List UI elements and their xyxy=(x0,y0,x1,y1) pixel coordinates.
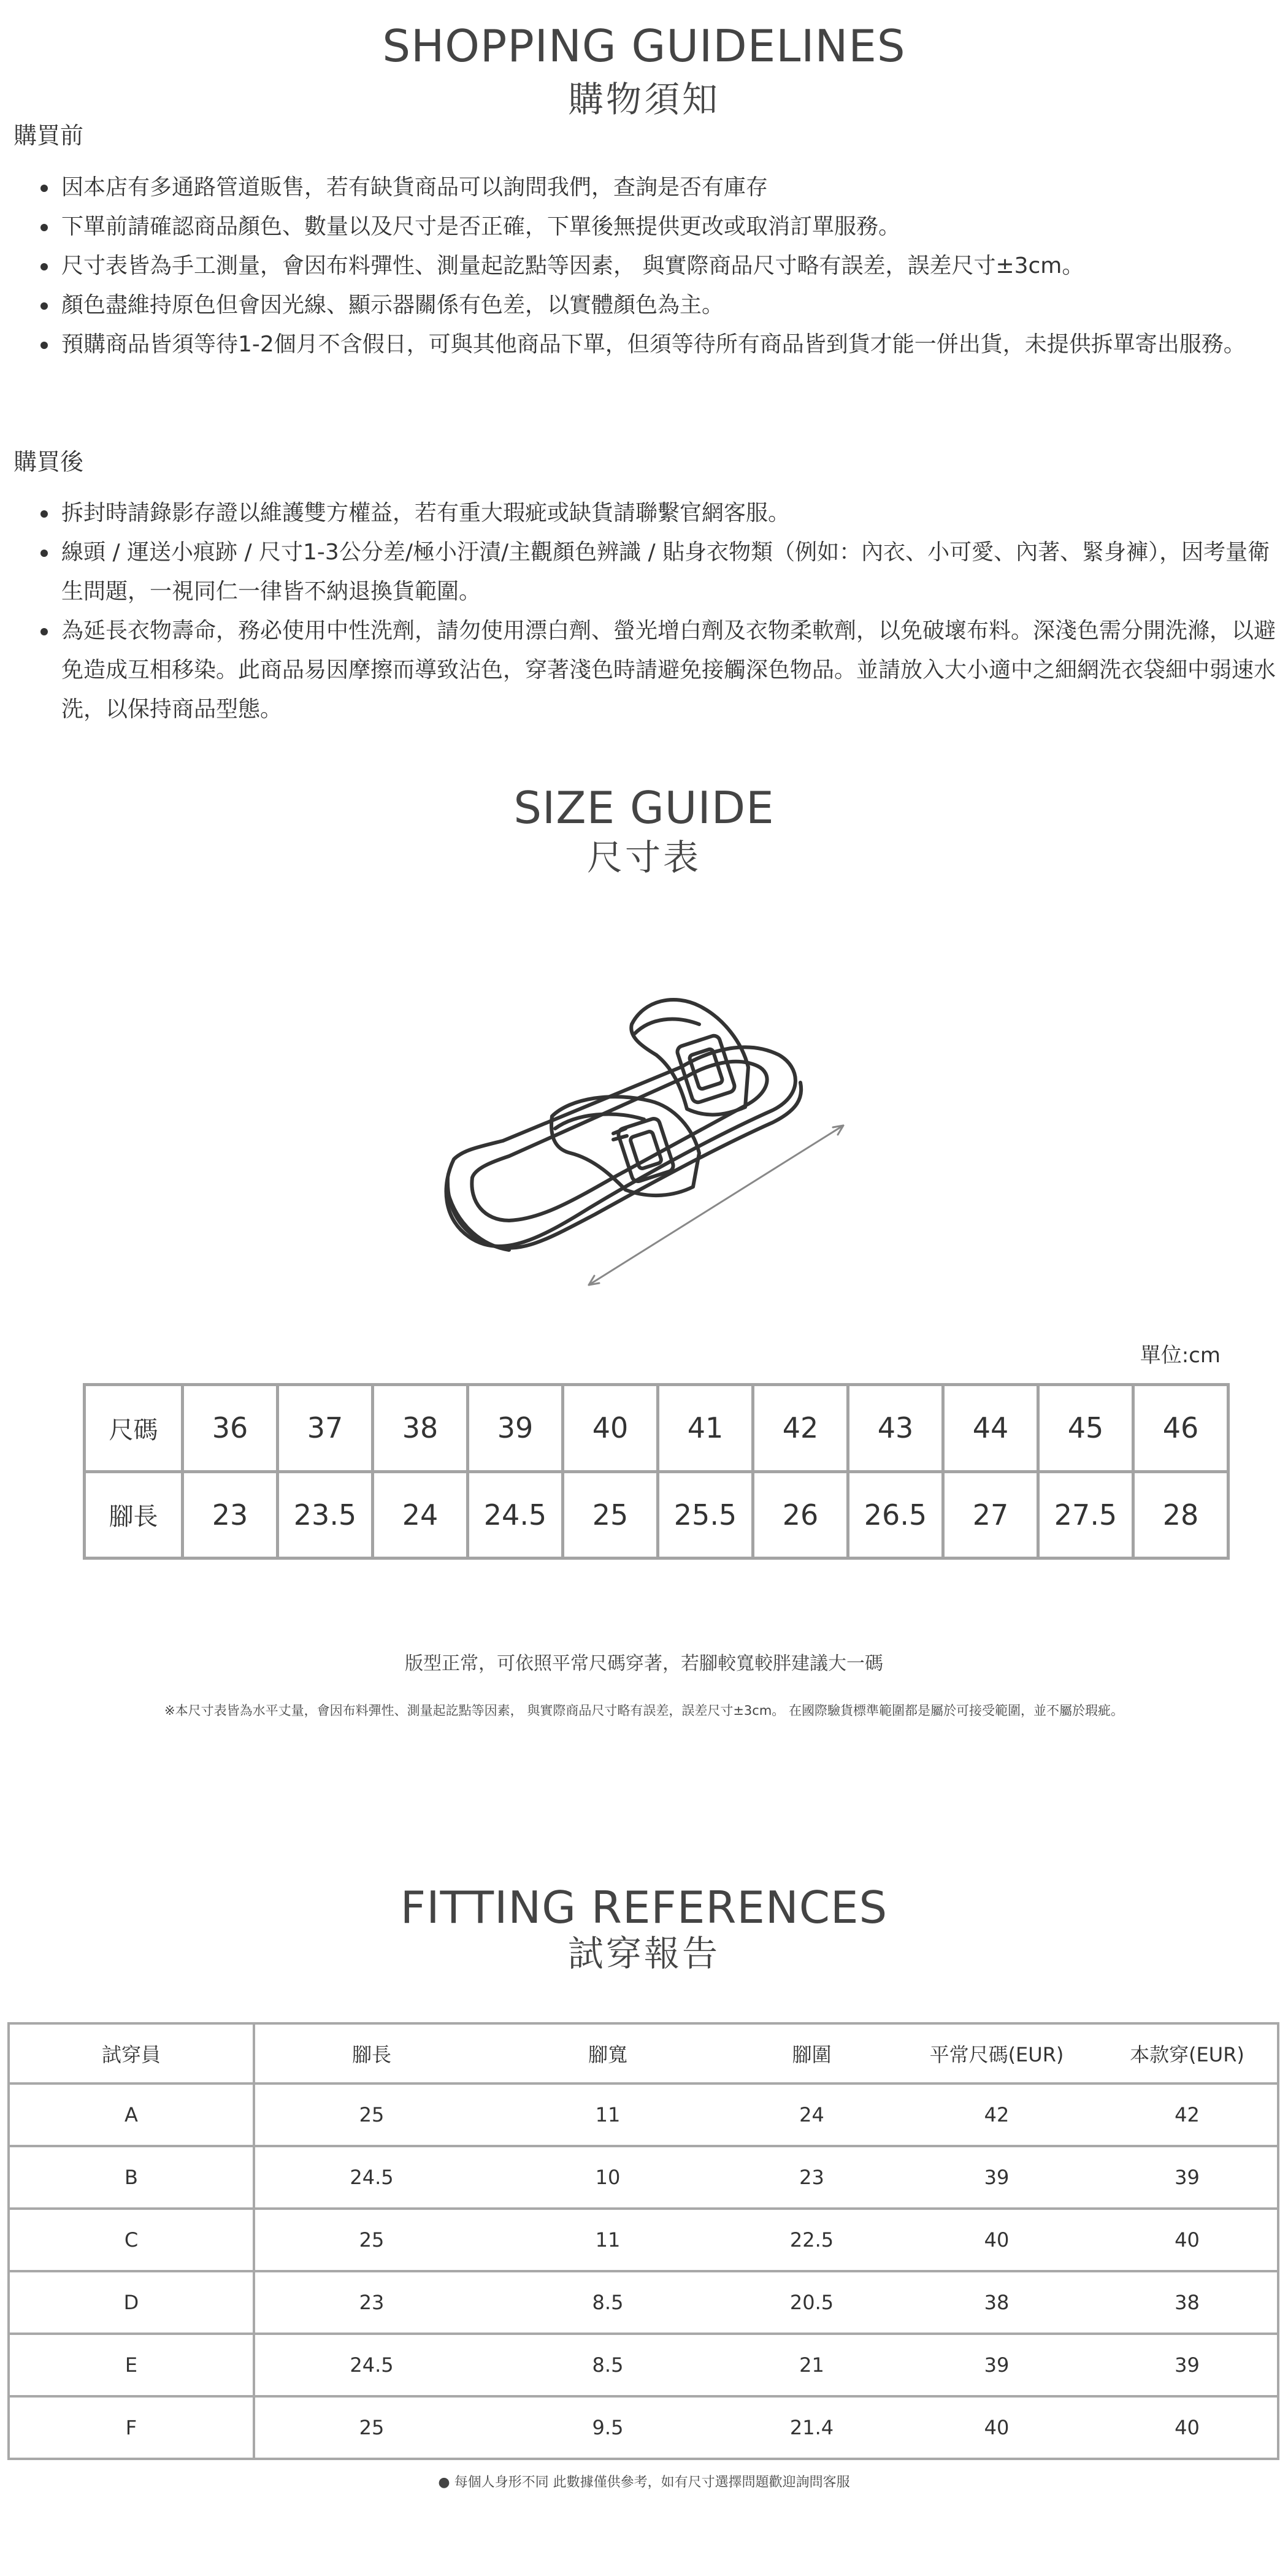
size-cell: 41 xyxy=(658,1385,753,1472)
size-cell: 38 xyxy=(373,1385,468,1472)
table-cell: D xyxy=(9,2271,254,2334)
table-cell: 40 xyxy=(896,2396,1097,2459)
size-cell: 36 xyxy=(183,1385,278,1472)
table-cell: 20.5 xyxy=(727,2271,896,2334)
fitting-title-zh: 試穿報告 xyxy=(567,1933,720,1974)
table-cell: 21.4 xyxy=(727,2396,896,2459)
size-guide-title-zh: 尺寸表 xyxy=(586,837,701,878)
list-item: 線頭 / 運送小痕跡 / 尺寸1-3公分差/極小汙漬/主觀顏色辨識 / 貼身衣物類（例如：內衣、小可愛、內著、緊身褲），因考量衛生問題，一視同仁一律皆不納退換貨範圍。 xyxy=(37,533,1276,611)
before-purchase-list xyxy=(37,168,1276,364)
length-cell: 26 xyxy=(753,1471,848,1558)
size-table xyxy=(83,1383,1230,1560)
table-cell: E xyxy=(9,2334,254,2396)
size-cell: 43 xyxy=(848,1385,943,1472)
size-unit-label: 單位:cm xyxy=(1140,1343,1221,1368)
table-cell: 38 xyxy=(896,2271,1097,2334)
length-cell: 24 xyxy=(373,1471,468,1558)
fitting-title-en: FITTING REFERENCES xyxy=(400,1882,888,1933)
table-cell: 8.5 xyxy=(488,2334,727,2396)
table-row xyxy=(9,2083,1278,2146)
table-cell: 40 xyxy=(896,2209,1097,2271)
table-cell: 25 xyxy=(254,2209,488,2271)
table-cell: 25 xyxy=(254,2083,488,2146)
table-row xyxy=(9,2334,1278,2396)
length-cell: 25.5 xyxy=(658,1471,753,1558)
sandal-illustration xyxy=(429,975,871,1306)
table-cell: 25 xyxy=(254,2396,488,2459)
shopping-title-en: SHOPPING GUIDELINES xyxy=(382,20,906,72)
after-purchase-list xyxy=(37,494,1276,729)
table-cell: 21 xyxy=(727,2334,896,2396)
table-cell: 40 xyxy=(1097,2209,1278,2271)
fitting-footnote: ● 每個人身形不同 此數據僅供參考，如有尺寸選擇問題歡迎詢問客服 xyxy=(438,2475,850,2490)
table-cell: 39 xyxy=(1097,2334,1278,2396)
length-cell: 24.5 xyxy=(468,1471,563,1558)
table-cell: 10 xyxy=(488,2146,727,2209)
table-cell: 24.5 xyxy=(254,2334,488,2396)
before-purchase-heading: 購買前 xyxy=(13,122,84,149)
table-cell: 24.5 xyxy=(254,2146,488,2209)
list-item: 預購商品皆須等待1-2個月不含假日，可與其他商品下單，但須等待所有商品皆到貨才能一併出貨，未提供拆單寄出服務。 xyxy=(37,325,1276,364)
table-row xyxy=(9,2396,1278,2459)
table-cell: 11 xyxy=(488,2209,727,2271)
size-row-label: 尺碼 xyxy=(85,1385,183,1472)
list-item: 因本店有多通路管道販售，若有缺貨商品可以詢問我們，查詢是否有庫存 xyxy=(37,168,1276,207)
list-item: 為延長衣物壽命，務必使用中性洗劑，請勿使用漂白劑、螢光增白劑及衣物柔軟劑，以免破壞布料。深淺色需分開洗滌，以避免造成互相移染。此商品易因摩擦而導致沾色，穿著淺色時請避免接觸深色物品。並請放入大小適中之細網洗衣袋細中弱速水洗，以保持商品型態。 xyxy=(37,611,1276,729)
table-cell: F xyxy=(9,2396,254,2459)
column-header: 平常尺碼(EUR) xyxy=(896,2023,1097,2083)
table-cell: 40 xyxy=(1097,2396,1278,2459)
length-cell: 26.5 xyxy=(848,1471,943,1558)
table-cell: 39 xyxy=(896,2334,1097,2396)
list-item: 顏色盡維持原色但會因光線、顯示器關係有色差，以實體顏色為主。 xyxy=(37,286,1276,325)
table-cell: 42 xyxy=(1097,2083,1278,2146)
list-item: 拆封時請錄影存證以維護雙方權益，若有重大瑕疵或缺貨請聯繫官網客服。 xyxy=(37,494,1276,533)
table-cell: 23 xyxy=(254,2271,488,2334)
length-cell: 23.5 xyxy=(278,1471,373,1558)
table-cell: 23 xyxy=(727,2146,896,2209)
table-cell: 9.5 xyxy=(488,2396,727,2459)
length-cell: 27 xyxy=(943,1471,1038,1558)
list-item: 下單前請確認商品顏色、數量以及尺寸是否正確，下單後無提供更改或取消訂單服務。 xyxy=(37,207,1276,247)
list-item: 尺寸表皆為手工測量，會因布料彈性、測量起訖點等因素， 與實際商品尺寸略有誤差，誤差尺寸±3cm。 xyxy=(37,247,1276,286)
size-cell: 40 xyxy=(563,1385,658,1472)
size-guide-title-en: SIZE GUIDE xyxy=(513,782,775,834)
size-cell: 42 xyxy=(753,1385,848,1472)
length-row xyxy=(85,1471,1229,1558)
table-cell: 39 xyxy=(896,2146,1097,2209)
table-cell: 42 xyxy=(896,2083,1097,2146)
size-cell: 45 xyxy=(1038,1385,1133,1472)
table-cell: C xyxy=(9,2209,254,2271)
table-cell: A xyxy=(9,2083,254,2146)
shopping-title-zh: 購物須知 xyxy=(567,79,720,120)
length-cell: 23 xyxy=(183,1471,278,1558)
table-row xyxy=(9,2271,1278,2334)
fitting-header-row xyxy=(9,2023,1278,2083)
length-row-label: 腳長 xyxy=(85,1471,183,1558)
table-row xyxy=(9,2209,1278,2271)
column-header: 試穿員 xyxy=(9,2023,254,2083)
size-cell: 37 xyxy=(278,1385,373,1472)
table-cell: B xyxy=(9,2146,254,2209)
length-cell: 28 xyxy=(1133,1471,1229,1558)
table-cell: 11 xyxy=(488,2083,727,2146)
column-header: 腳長 xyxy=(254,2023,488,2083)
measurement-note: ※本尺寸表皆為水平丈量，會因布料彈性、測量起訖點等因素， 與實際商品尺寸略有誤差，誤差尺寸±3cm。 在國際驗貨標準範圍都是屬於可接受範圍，並不屬於瑕疵。 xyxy=(164,1703,1124,1718)
after-purchase-heading: 購買後 xyxy=(13,448,84,475)
size-cell: 46 xyxy=(1133,1385,1229,1472)
size-cell: 44 xyxy=(943,1385,1038,1472)
size-row xyxy=(85,1385,1229,1472)
column-header: 腳寬 xyxy=(488,2023,727,2083)
fit-note: 版型正常，可依照平常尺碼穿著，若腳較寬較胖建議大一碼 xyxy=(405,1653,883,1674)
table-cell: 22.5 xyxy=(727,2209,896,2271)
table-cell: 24 xyxy=(727,2083,896,2146)
table-cell: 39 xyxy=(1097,2146,1278,2209)
length-cell: 25 xyxy=(563,1471,658,1558)
table-cell: 38 xyxy=(1097,2271,1278,2334)
column-header: 本款穿(EUR) xyxy=(1097,2023,1278,2083)
table-cell: 8.5 xyxy=(488,2271,727,2334)
size-cell: 39 xyxy=(468,1385,563,1472)
column-header: 腳圍 xyxy=(727,2023,896,2083)
table-row xyxy=(9,2146,1278,2209)
length-cell: 27.5 xyxy=(1038,1471,1133,1558)
fitting-table xyxy=(7,2022,1279,2460)
